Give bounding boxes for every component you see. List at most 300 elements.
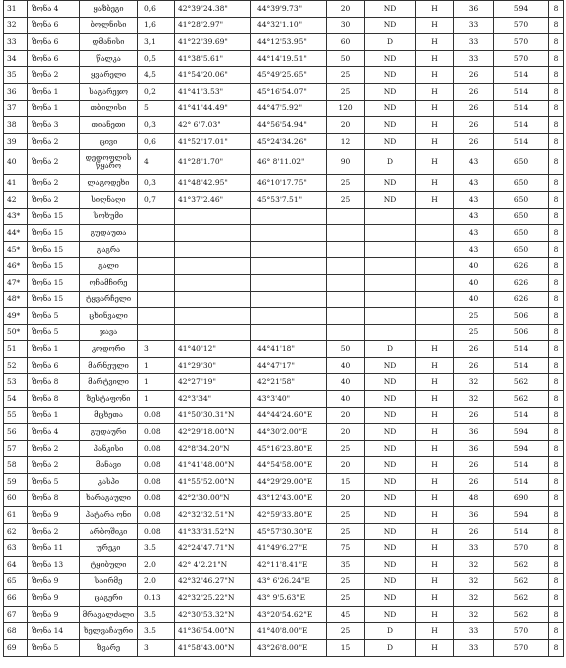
table-row: [4, 540, 564, 557]
latitude-cell: 42°27'19": [175, 374, 251, 391]
type-cell: H: [416, 117, 454, 134]
longitude-cell: 46° 8'11.02": [251, 150, 327, 175]
latitude-cell: 41°52'17.01": [175, 133, 251, 150]
value-1-cell: 32: [454, 573, 494, 590]
latitude-cell: 41°58'43.00"N: [175, 639, 251, 656]
table-row: [4, 573, 564, 590]
latitude-cell: [175, 324, 251, 341]
snow-cell: ND: [365, 117, 416, 134]
location-name-cell: ცაგერი: [80, 590, 138, 607]
value-3-cell: 8: [549, 117, 564, 134]
zone-cell: ზონა 8: [28, 490, 80, 507]
row-number: 48*: [4, 291, 28, 308]
value-3-cell: 8: [549, 440, 564, 457]
location-name-cell: ცივი: [80, 133, 138, 150]
value-3-cell: 8: [549, 374, 564, 391]
longitude-cell: 44°32'1.10": [251, 17, 327, 34]
table-row: [4, 150, 564, 175]
value-1-cell: 26: [454, 67, 494, 84]
area-cell: [138, 241, 175, 258]
value-2-cell: 514: [494, 474, 549, 491]
height-cell: 20: [327, 1, 365, 18]
type-cell: H: [416, 573, 454, 590]
table-row: [4, 291, 564, 308]
height-cell: 20: [327, 117, 365, 134]
table-row: [4, 557, 564, 574]
value-1-cell: 33: [454, 623, 494, 640]
sites-table: [3, 0, 564, 657]
area-cell: 3.5: [138, 606, 175, 623]
area-cell: 3: [138, 341, 175, 358]
latitude-cell: 42° 6'7.03": [175, 117, 251, 134]
type-cell: H: [416, 557, 454, 574]
height-cell: 25: [327, 623, 365, 640]
value-3-cell: 8: [549, 590, 564, 607]
zone-cell: ზონა 2: [28, 523, 80, 540]
snow-cell: ND: [365, 540, 416, 557]
zone-cell: ზონა 9: [28, 606, 80, 623]
latitude-cell: 42°32'46.27"N: [175, 573, 251, 590]
longitude-cell: 45°16'23.80"E: [251, 440, 327, 457]
snow-cell: ND: [365, 573, 416, 590]
longitude-cell: 42°11'8.41"E: [251, 557, 327, 574]
value-3-cell: 8: [549, 424, 564, 441]
area-cell: 0,5: [138, 50, 175, 67]
value-2-cell: 562: [494, 573, 549, 590]
zone-cell: ზონა 15: [28, 241, 80, 258]
table-row: [4, 590, 564, 607]
row-number: 47*: [4, 274, 28, 291]
snow-cell: ND: [365, 424, 416, 441]
type-cell: H: [416, 639, 454, 656]
value-1-cell: 33: [454, 34, 494, 51]
row-number: 32: [4, 17, 28, 34]
longitude-cell: [251, 208, 327, 225]
latitude-cell: [175, 241, 251, 258]
location-name-cell: გუდაური: [80, 424, 138, 441]
location-name-cell: ჯავა: [80, 324, 138, 341]
value-1-cell: 33: [454, 17, 494, 34]
latitude-cell: 41°54'20.06": [175, 67, 251, 84]
row-number: 38: [4, 117, 28, 134]
type-cell: H: [416, 133, 454, 150]
table-row: [4, 407, 564, 424]
height-cell: 20: [327, 490, 365, 507]
area-cell: 0.08: [138, 523, 175, 540]
longitude-cell: 44°44'24.60"E: [251, 407, 327, 424]
value-1-cell: 36: [454, 440, 494, 457]
zone-cell: ზონა 2: [28, 440, 80, 457]
value-2-cell: 650: [494, 225, 549, 242]
height-cell: 35: [327, 557, 365, 574]
table-row: [4, 440, 564, 457]
longitude-cell: 45°53'7.51": [251, 191, 327, 208]
value-2-cell: 562: [494, 374, 549, 391]
row-number: 41: [4, 175, 28, 192]
height-cell: 45: [327, 606, 365, 623]
value-1-cell: 25: [454, 324, 494, 341]
snow-cell: ND: [365, 440, 416, 457]
area-cell: 0.08: [138, 424, 175, 441]
value-2-cell: 514: [494, 67, 549, 84]
area-cell: 0.08: [138, 474, 175, 491]
longitude-cell: [251, 274, 327, 291]
row-number: 54: [4, 391, 28, 408]
value-3-cell: 8: [549, 490, 564, 507]
longitude-cell: 44°54'58.00"E: [251, 457, 327, 474]
row-number: 64: [4, 557, 28, 574]
snow-cell: ND: [365, 407, 416, 424]
longitude-cell: 44°56'54.94": [251, 117, 327, 134]
latitude-cell: 42°32'25.22"N: [175, 590, 251, 607]
value-3-cell: 8: [549, 291, 564, 308]
zone-cell: ზონა 6: [28, 357, 80, 374]
zone-cell: ზონა 2: [28, 133, 80, 150]
table-row: [4, 341, 564, 358]
value-2-cell: 626: [494, 291, 549, 308]
area-cell: 0,6: [138, 1, 175, 18]
zone-cell: ზონა 8: [28, 391, 80, 408]
area-cell: [138, 225, 175, 242]
longitude-cell: 44°12'53.95": [251, 34, 327, 51]
row-number: 60: [4, 490, 28, 507]
location-name-cell: ზესტაფონი: [80, 391, 138, 408]
latitude-cell: 41°41'48.00"N: [175, 457, 251, 474]
zone-cell: ზონა 6: [28, 34, 80, 51]
location-name-cell: სიღნაღი: [80, 191, 138, 208]
row-number: 43*: [4, 208, 28, 225]
value-1-cell: 43: [454, 225, 494, 242]
value-1-cell: 26: [454, 133, 494, 150]
longitude-cell: 44°47'17": [251, 357, 327, 374]
table-row: [4, 274, 564, 291]
row-number: 53: [4, 374, 28, 391]
table-row: [4, 133, 564, 150]
longitude-cell: 41°40'8.00"E: [251, 623, 327, 640]
longitude-cell: [251, 225, 327, 242]
area-cell: 0.08: [138, 490, 175, 507]
longitude-cell: 43° 6'26.24"E: [251, 573, 327, 590]
type-cell: [416, 324, 454, 341]
value-3-cell: 8: [549, 540, 564, 557]
zone-cell: ზონა 14: [28, 623, 80, 640]
value-2-cell: 514: [494, 457, 549, 474]
table-row: [4, 83, 564, 100]
snow-cell: ND: [365, 133, 416, 150]
value-3-cell: 8: [549, 67, 564, 84]
value-2-cell: 506: [494, 308, 549, 325]
location-name-cell: საგარეჯო: [80, 83, 138, 100]
row-number: 57: [4, 440, 28, 457]
type-cell: H: [416, 191, 454, 208]
snow-cell: D: [365, 623, 416, 640]
value-2-cell: 594: [494, 507, 549, 524]
value-2-cell: 594: [494, 440, 549, 457]
height-cell: 25: [327, 67, 365, 84]
value-1-cell: 26: [454, 523, 494, 540]
snow-cell: D: [365, 639, 416, 656]
row-number: 36: [4, 83, 28, 100]
area-cell: 0.13: [138, 590, 175, 607]
value-3-cell: 8: [549, 573, 564, 590]
row-number: 34: [4, 50, 28, 67]
value-1-cell: 26: [454, 457, 494, 474]
value-3-cell: 8: [549, 274, 564, 291]
snow-cell: ND: [365, 191, 416, 208]
longitude-cell: 43°26'8.00"E: [251, 639, 327, 656]
area-cell: 0.08: [138, 440, 175, 457]
height-cell: [327, 324, 365, 341]
row-number: 37: [4, 100, 28, 117]
value-2-cell: 514: [494, 523, 549, 540]
value-3-cell: 8: [549, 50, 564, 67]
table-row: [4, 606, 564, 623]
snow-cell: ND: [365, 1, 416, 18]
value-3-cell: 8: [549, 523, 564, 540]
area-cell: 2.0: [138, 573, 175, 590]
value-3-cell: 8: [549, 150, 564, 175]
row-number: 44*: [4, 225, 28, 242]
area-cell: 2.0: [138, 557, 175, 574]
latitude-cell: 41°28'2.97": [175, 17, 251, 34]
value-1-cell: 32: [454, 590, 494, 607]
latitude-cell: 41°36'54.00"N: [175, 623, 251, 640]
value-3-cell: 8: [549, 208, 564, 225]
zone-cell: ზონა 1: [28, 83, 80, 100]
height-cell: 25: [327, 590, 365, 607]
value-2-cell: 506: [494, 324, 549, 341]
type-cell: H: [416, 623, 454, 640]
latitude-cell: 41°38'5.61": [175, 50, 251, 67]
latitude-cell: [175, 291, 251, 308]
table-row: [4, 623, 564, 640]
area-cell: 0,6: [138, 133, 175, 150]
row-number: 50*: [4, 324, 28, 341]
longitude-cell: 44°30'2.00"E: [251, 424, 327, 441]
value-1-cell: 48: [454, 490, 494, 507]
location-name-cell: მანავი: [80, 457, 138, 474]
value-1-cell: 32: [454, 374, 494, 391]
zone-cell: ზონა 2: [28, 191, 80, 208]
row-number: 59: [4, 474, 28, 491]
value-1-cell: 26: [454, 357, 494, 374]
type-cell: H: [416, 407, 454, 424]
longitude-cell: 43°3'40": [251, 391, 327, 408]
value-3-cell: 8: [549, 225, 564, 242]
type-cell: H: [416, 490, 454, 507]
value-1-cell: 43: [454, 241, 494, 258]
value-2-cell: 570: [494, 540, 549, 557]
latitude-cell: [175, 208, 251, 225]
snow-cell: ND: [365, 391, 416, 408]
type-cell: H: [416, 341, 454, 358]
value-2-cell: 562: [494, 606, 549, 623]
value-1-cell: 36: [454, 424, 494, 441]
height-cell: 25: [327, 175, 365, 192]
location-name-cell: პატარა ონი: [80, 507, 138, 524]
table-row: [4, 208, 564, 225]
longitude-cell: [251, 258, 327, 275]
location-name-cell: ზვარე: [80, 639, 138, 656]
zone-cell: ზონა 9: [28, 573, 80, 590]
zone-cell: ზონა 15: [28, 258, 80, 275]
area-cell: 3: [138, 639, 175, 656]
value-1-cell: 43: [454, 150, 494, 175]
area-cell: [138, 208, 175, 225]
height-cell: [327, 308, 365, 325]
latitude-cell: 42° 4'2.21"N: [175, 557, 251, 574]
value-1-cell: 36: [454, 507, 494, 524]
type-cell: H: [416, 150, 454, 175]
longitude-cell: 44°41'18": [251, 341, 327, 358]
height-cell: 40: [327, 391, 365, 408]
value-1-cell: 26: [454, 100, 494, 117]
table-row: [4, 241, 564, 258]
type-cell: [416, 291, 454, 308]
zone-cell: ზონა 5: [28, 639, 80, 656]
snow-cell: ND: [365, 557, 416, 574]
value-2-cell: 562: [494, 590, 549, 607]
row-number: 63: [4, 540, 28, 557]
table-row: [4, 523, 564, 540]
height-cell: 15: [327, 639, 365, 656]
value-2-cell: 570: [494, 17, 549, 34]
row-number: 31: [4, 1, 28, 18]
value-3-cell: 8: [549, 639, 564, 656]
area-cell: 1,6: [138, 17, 175, 34]
zone-cell: ზონა 9: [28, 507, 80, 524]
location-name-cell: კოდორი: [80, 341, 138, 358]
table-row: [4, 507, 564, 524]
value-3-cell: 8: [549, 34, 564, 51]
height-cell: [327, 258, 365, 275]
area-cell: 1: [138, 391, 175, 408]
value-3-cell: 8: [549, 507, 564, 524]
value-1-cell: 26: [454, 117, 494, 134]
longitude-cell: [251, 241, 327, 258]
longitude-cell: 42°21'58": [251, 374, 327, 391]
latitude-cell: 42°29'18.00"N: [175, 424, 251, 441]
latitude-cell: 41°28'1.70": [175, 150, 251, 175]
row-number: 58: [4, 457, 28, 474]
zone-cell: ზონა 1: [28, 407, 80, 424]
location-name-cell: ყვარელი: [80, 67, 138, 84]
value-1-cell: 25: [454, 308, 494, 325]
snow-cell: D: [365, 150, 416, 175]
value-2-cell: 514: [494, 100, 549, 117]
longitude-cell: 45°57'30.30"E: [251, 523, 327, 540]
area-cell: 0.08: [138, 507, 175, 524]
height-cell: 25: [327, 191, 365, 208]
row-number: 67: [4, 606, 28, 623]
value-3-cell: 8: [549, 324, 564, 341]
location-name-cell: კასპი: [80, 474, 138, 491]
longitude-cell: 46°10'17.75": [251, 175, 327, 192]
latitude-cell: [175, 225, 251, 242]
value-1-cell: 40: [454, 258, 494, 275]
longitude-cell: 43° 9'5.63"E: [251, 590, 327, 607]
area-cell: 5: [138, 100, 175, 117]
snow-cell: [365, 324, 416, 341]
type-cell: [416, 225, 454, 242]
type-cell: [416, 308, 454, 325]
snow-cell: ND: [365, 590, 416, 607]
value-1-cell: 32: [454, 391, 494, 408]
value-2-cell: 562: [494, 391, 549, 408]
location-name-cell: მარნეული: [80, 357, 138, 374]
row-number: 68: [4, 623, 28, 640]
value-2-cell: 650: [494, 208, 549, 225]
height-cell: 20: [327, 424, 365, 441]
row-number: 33: [4, 34, 28, 51]
latitude-cell: 41°55'52.00"N: [175, 474, 251, 491]
area-cell: [138, 258, 175, 275]
height-cell: 50: [327, 50, 365, 67]
height-cell: 20: [327, 457, 365, 474]
longitude-cell: 43°12'43.00"E: [251, 490, 327, 507]
row-number: 56: [4, 424, 28, 441]
height-cell: 90: [327, 150, 365, 175]
table-row: [4, 308, 564, 325]
height-cell: 25: [327, 573, 365, 590]
zone-cell: ზონა 1: [28, 100, 80, 117]
value-1-cell: 26: [454, 407, 494, 424]
longitude-cell: 42°59'33.80"E: [251, 507, 327, 524]
value-2-cell: 514: [494, 407, 549, 424]
value-1-cell: 26: [454, 474, 494, 491]
value-2-cell: 650: [494, 241, 549, 258]
row-number: 39: [4, 133, 28, 150]
table-row: [4, 34, 564, 51]
row-number: 42: [4, 191, 28, 208]
table-row: [4, 258, 564, 275]
value-1-cell: 26: [454, 341, 494, 358]
type-cell: H: [416, 457, 454, 474]
snow-cell: ND: [365, 17, 416, 34]
area-cell: 0,2: [138, 83, 175, 100]
value-1-cell: 33: [454, 639, 494, 656]
row-number: 69: [4, 639, 28, 656]
value-2-cell: 514: [494, 83, 549, 100]
value-2-cell: 570: [494, 50, 549, 67]
value-2-cell: 570: [494, 639, 549, 656]
value-2-cell: 650: [494, 175, 549, 192]
location-name-cell: გაგრა: [80, 241, 138, 258]
location-name-cell: ურეკი: [80, 540, 138, 557]
row-number: 45*: [4, 241, 28, 258]
height-cell: 25: [327, 83, 365, 100]
value-3-cell: 8: [549, 241, 564, 258]
type-cell: H: [416, 507, 454, 524]
latitude-cell: 41°37'2.46": [175, 191, 251, 208]
height-cell: 25: [327, 507, 365, 524]
area-cell: 0,3: [138, 175, 175, 192]
value-2-cell: 514: [494, 117, 549, 134]
zone-cell: ზონა 9: [28, 590, 80, 607]
zone-cell: ზონა 11: [28, 540, 80, 557]
snow-cell: ND: [365, 83, 416, 100]
location-name-cell: პანკისი: [80, 440, 138, 457]
area-cell: 0,7: [138, 191, 175, 208]
table-row: [4, 1, 564, 18]
table-row: [4, 374, 564, 391]
value-2-cell: 626: [494, 274, 549, 291]
longitude-cell: 45°24'34.26": [251, 133, 327, 150]
location-name-cell: მარტვილი: [80, 374, 138, 391]
type-cell: H: [416, 1, 454, 18]
type-cell: H: [416, 83, 454, 100]
type-cell: H: [416, 357, 454, 374]
